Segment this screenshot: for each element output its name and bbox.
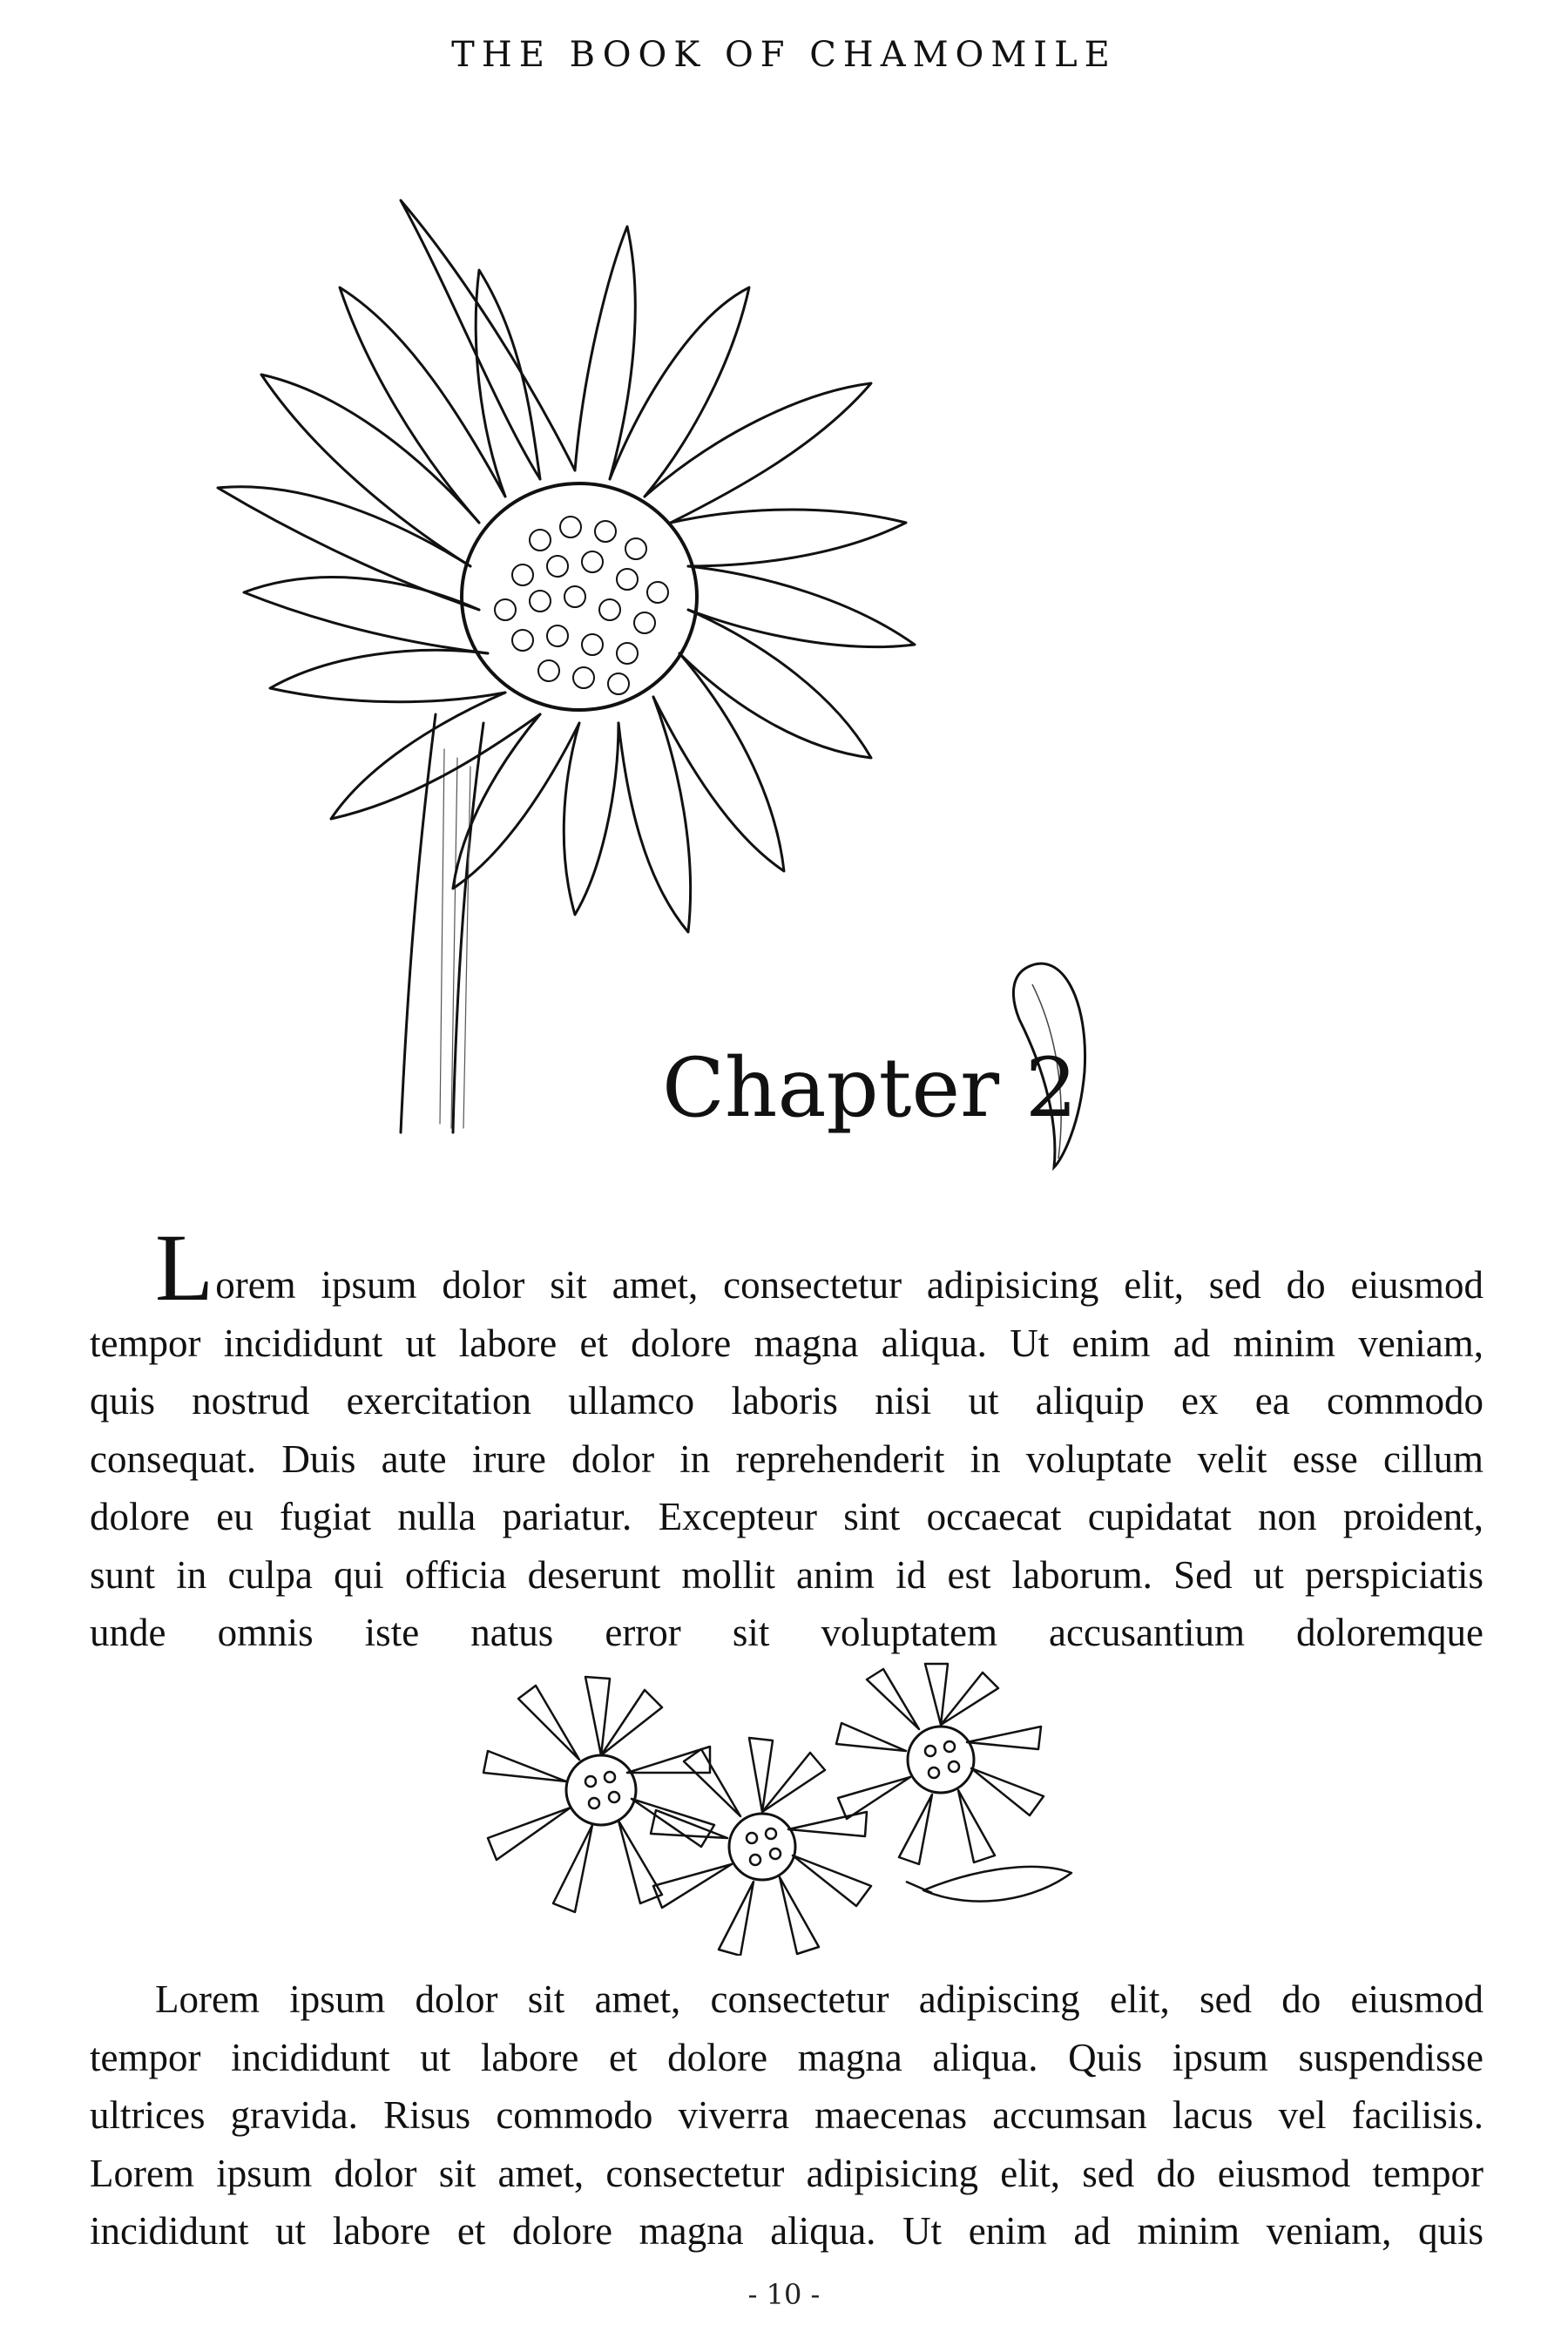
paragraph-2-line-5: incididunt ut labore et dolore magna aliqua. Ut enim ad minim veniam, quis	[90, 2209, 1484, 2253]
paragraph-1-line-5: dolore eu fugiat nulla pariatur. Excepteur sint occaecat cupidatat non proident,	[90, 1495, 1484, 1538]
daisy-cluster-illustration	[470, 1659, 1098, 1956]
running-header: THE BOOK OF CHAMOMILE	[451, 35, 1117, 75]
paragraph-1-line-6: sunt in culpa qui officia deserunt mollit anim id est laborum. Sed ut perspiciatis	[90, 1552, 1484, 1597]
paragraph-1-line-1-text: orem ipsum dolor sit amet, consectetur adipisicing elit, sed do eiusmod	[215, 1263, 1484, 1307]
paragraph-2-line-2: tempor incididunt ut labore et dolore magna aliqua. Quis ipsum suspendisse	[90, 2035, 1484, 2079]
paragraph-1-line-7: unde omnis iste natus error sit voluptatem accusantium doloremque	[90, 1611, 1484, 1654]
paragraph-1-line-2: tempor incididunt ut labore et dolore magna aliqua. Ut enim ad minim veniam,	[90, 1321, 1484, 1365]
paragraph-2-line-3: ultrices gravida. Risus commodo viverra maecenas accumsan lacus vel facilisis.	[90, 2093, 1484, 2137]
paragraph-1-line-1	[90, 1214, 1484, 1321]
chapter-title: Chapter 2	[662, 1041, 1078, 1136]
paragraph-1-line-4: consequat. Duis aute irure dolor in reprehenderit in voluptate velit esse cillum	[90, 1436, 1484, 1481]
page-number: - 10 -	[747, 2278, 821, 2311]
paragraph-2-line-1: Lorem ipsum dolor sit amet, consectetur adipiscing elit, sed do eiusmod	[155, 1977, 1484, 2021]
paragraph-1-line-3: quis nostrud exercitation ullamco laboris nisi ut aliquip ex ea commodo	[90, 1379, 1484, 1423]
chamomile-flower-illustration	[87, 192, 984, 1159]
paragraph-2-line-4: Lorem ipsum dolor sit amet, consectetur adipisicing elit, sed do eiusmod tempor	[90, 2151, 1484, 2195]
paragraph-2	[90, 1970, 1484, 2261]
paragraph-1	[90, 1214, 1484, 1662]
drop-cap: L	[155, 1214, 214, 1321]
